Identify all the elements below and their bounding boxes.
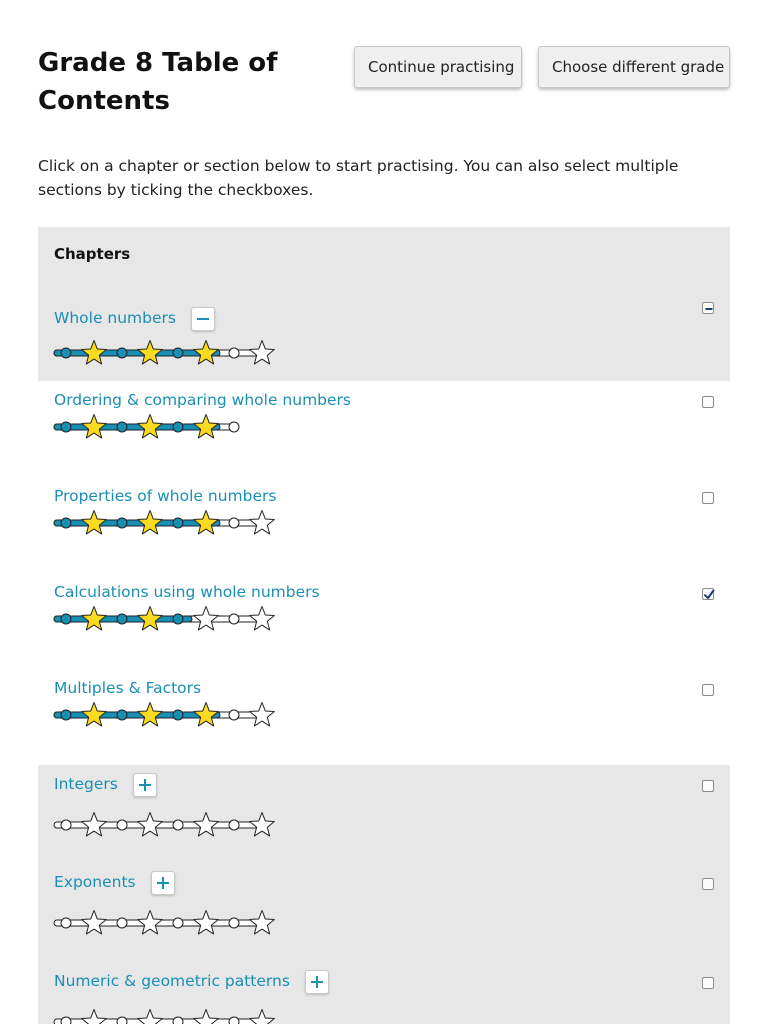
- dot-icon: [173, 614, 183, 624]
- section-row-properties-of-whole-numbers[interactable]: [38, 477, 730, 573]
- star-icon: [138, 813, 163, 837]
- select-checkbox[interactable]: [702, 302, 714, 314]
- star-icon: [82, 415, 107, 439]
- dot-icon: [117, 422, 127, 432]
- star-icon: [138, 341, 163, 365]
- star-icon: [82, 813, 107, 837]
- star-icon: [138, 911, 163, 935]
- chapters-header: Chapters: [38, 227, 730, 289]
- dot-icon: [61, 518, 71, 528]
- chapter-row-exponents[interactable]: [38, 863, 730, 962]
- dot-icon: [229, 614, 239, 624]
- plus-icon: [306, 971, 328, 993]
- continue-practising-button[interactable]: Continue practising: [354, 46, 522, 88]
- star-icon: [194, 511, 219, 535]
- dot-icon: [229, 820, 239, 830]
- dot-icon: [229, 422, 239, 432]
- select-checkbox[interactable]: [702, 878, 714, 890]
- expand-chapter-button[interactable]: [133, 773, 157, 797]
- expand-chapter-button[interactable]: [305, 970, 329, 994]
- progress-meter: [52, 602, 282, 636]
- section-link[interactable]: Calculations using whole numbers: [54, 583, 320, 601]
- section-row-multiples-and-factors[interactable]: [38, 669, 730, 765]
- dot-icon: [61, 820, 71, 830]
- expand-chapter-button[interactable]: [151, 871, 175, 895]
- section-link[interactable]: Multiples & Factors: [54, 679, 202, 697]
- dot-icon: [61, 918, 71, 928]
- dot-icon: [229, 518, 239, 528]
- dot-icon: [117, 518, 127, 528]
- select-checkbox[interactable]: [702, 977, 714, 989]
- dot-icon: [61, 422, 71, 432]
- chapter-link[interactable]: Numeric & geometric patterns: [54, 972, 290, 990]
- section-link[interactable]: Ordering & comparing whole numbers: [54, 391, 351, 409]
- star-icon: [138, 511, 163, 535]
- dot-icon: [229, 710, 239, 720]
- select-checkbox[interactable]: [702, 396, 714, 408]
- star-icon: [250, 341, 275, 365]
- star-icon: [138, 703, 163, 727]
- star-icon: [138, 607, 163, 631]
- star-icon: [250, 511, 275, 535]
- select-checkbox[interactable]: [702, 780, 714, 792]
- dot-icon: [61, 710, 71, 720]
- star-icon: [194, 703, 219, 727]
- dot-icon: [61, 348, 71, 358]
- star-icon: [194, 341, 219, 365]
- dot-icon: [117, 710, 127, 720]
- dot-icon: [173, 1017, 183, 1024]
- star-icon: [250, 703, 275, 727]
- chapter-row-numeric-and-geometric-patterns[interactable]: [38, 962, 730, 1024]
- chapter-link[interactable]: Exponents: [54, 873, 136, 891]
- progress-meter: [52, 1005, 282, 1024]
- star-icon: [194, 911, 219, 935]
- dot-icon: [117, 820, 127, 830]
- section-link[interactable]: Properties of whole numbers: [54, 487, 277, 505]
- star-icon: [82, 341, 107, 365]
- minus-icon: [192, 308, 214, 330]
- section-row-ordering-and-comparing-whole-numbers[interactable]: [38, 381, 730, 477]
- star-icon: [82, 1010, 107, 1024]
- dot-icon: [117, 918, 127, 928]
- chapter-row-integers[interactable]: [38, 765, 730, 863]
- dot-icon: [229, 918, 239, 928]
- star-icon: [250, 1010, 275, 1024]
- plus-icon: [134, 774, 156, 796]
- star-icon: [82, 607, 107, 631]
- section-row-calculations-using-whole-numbers[interactable]: [38, 573, 730, 669]
- star-icon: [194, 813, 219, 837]
- star-icon: [82, 911, 107, 935]
- dot-icon: [117, 348, 127, 358]
- progress-meter: [52, 506, 282, 540]
- intro-text: Click on a chapter or section below to start practising. You can also select multiple sections by ticking the checkboxes.: [38, 157, 679, 199]
- star-icon: [138, 415, 163, 439]
- table-of-contents: [38, 227, 730, 1024]
- star-icon: [82, 703, 107, 727]
- chapter-row-whole-numbers[interactable]: [38, 289, 730, 381]
- star-icon: [250, 911, 275, 935]
- choose-different-grade-button[interactable]: Choose different grade: [538, 46, 730, 88]
- dot-icon: [173, 710, 183, 720]
- select-checkbox[interactable]: [702, 684, 714, 696]
- progress-meter: [52, 808, 282, 842]
- dot-icon: [117, 614, 127, 624]
- plus-icon: [152, 872, 174, 894]
- page-title: Grade 8 Table of Contents: [38, 48, 278, 116]
- dot-icon: [61, 614, 71, 624]
- star-icon: [82, 511, 107, 535]
- chapter-link[interactable]: Whole numbers: [54, 309, 176, 327]
- dot-icon: [173, 820, 183, 830]
- progress-meter: [52, 698, 282, 732]
- star-icon: [250, 813, 275, 837]
- star-icon: [194, 415, 219, 439]
- dot-icon: [173, 348, 183, 358]
- select-checkbox[interactable]: [702, 492, 714, 504]
- dot-icon: [117, 1017, 127, 1024]
- dot-icon: [173, 518, 183, 528]
- star-icon: [250, 607, 275, 631]
- progress-meter: [52, 906, 282, 940]
- toc-rows: [38, 289, 730, 1024]
- dot-icon: [229, 348, 239, 358]
- star-icon: [138, 1010, 163, 1024]
- chapter-link[interactable]: Integers: [54, 775, 118, 793]
- star-icon: [194, 1010, 219, 1024]
- dot-icon: [173, 422, 183, 432]
- progress-meter: [52, 336, 282, 370]
- collapse-chapter-button[interactable]: [191, 307, 215, 331]
- progress-meter: [52, 410, 282, 444]
- dot-icon: [229, 1017, 239, 1024]
- dot-icon: [61, 1017, 71, 1024]
- star-icon: [194, 607, 219, 631]
- select-checkbox[interactable]: [702, 588, 714, 600]
- dot-icon: [173, 918, 183, 928]
